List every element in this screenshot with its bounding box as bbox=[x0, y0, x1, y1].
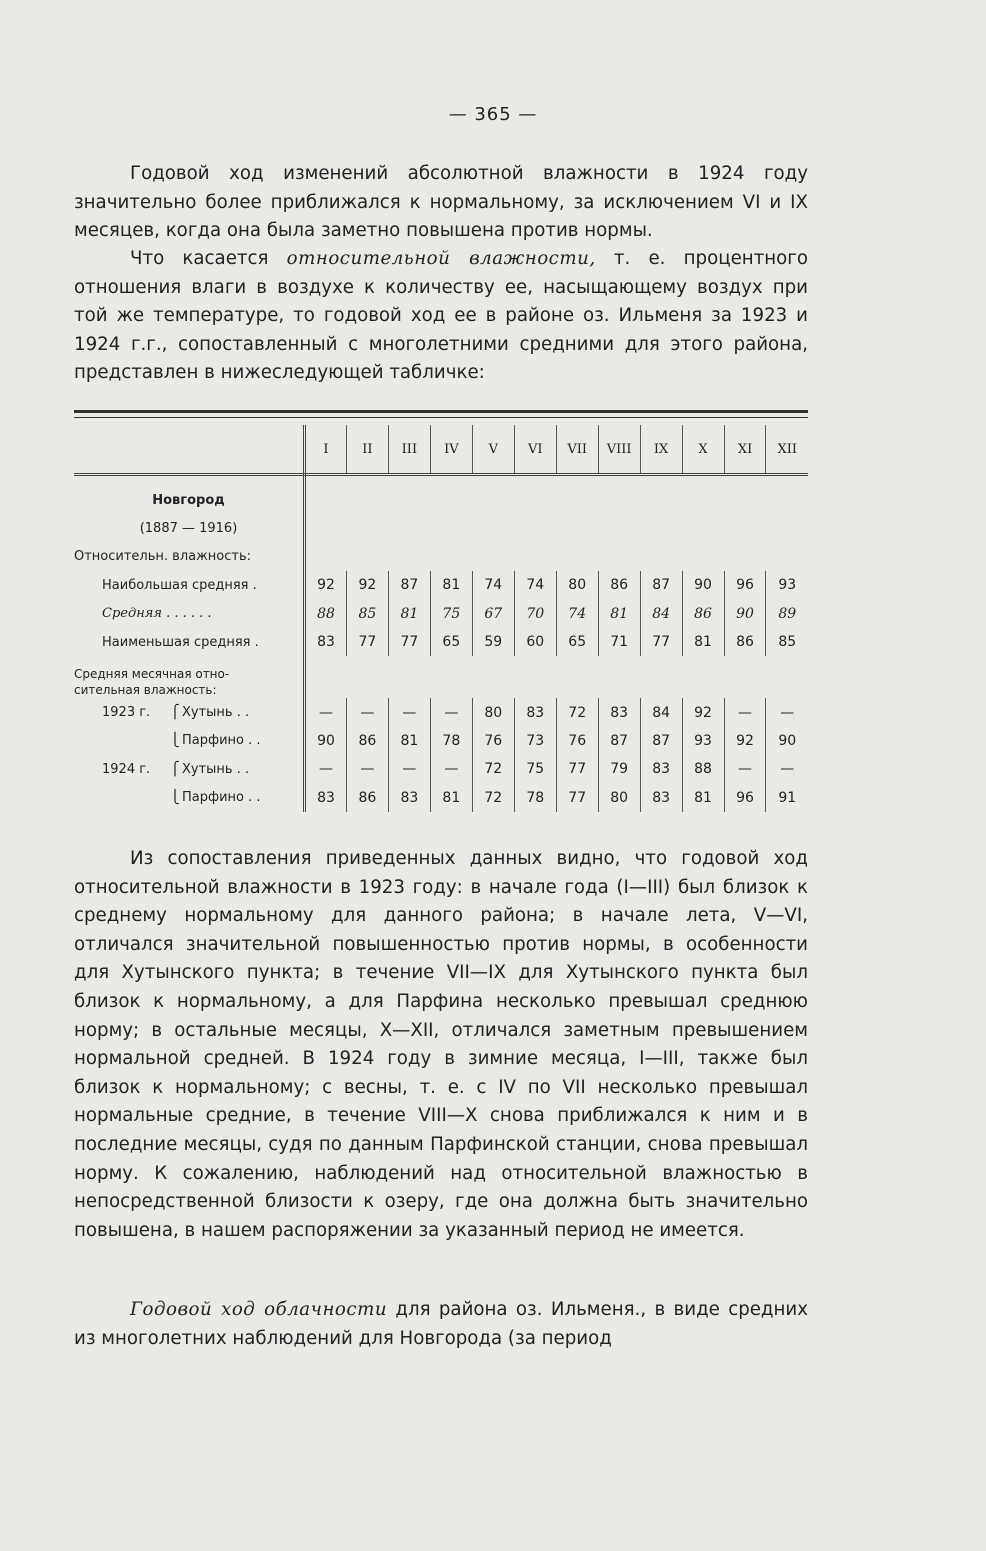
value-cell: 74 bbox=[514, 571, 556, 599]
term-relative-humidity: относительной влажности, bbox=[286, 248, 596, 269]
humidity-table bbox=[74, 425, 808, 812]
value-cell: 81 bbox=[682, 628, 724, 656]
value-cell: — bbox=[724, 698, 766, 726]
value-cell: 74 bbox=[472, 571, 514, 599]
value-cell: 92 bbox=[346, 571, 388, 599]
value-cell: 86 bbox=[598, 571, 640, 599]
value-cell: — bbox=[780, 761, 795, 778]
value-cell: 86 bbox=[346, 784, 388, 812]
value-cell: 65 bbox=[430, 628, 472, 656]
value-cell: 86 bbox=[724, 628, 766, 656]
value-cell: 70 bbox=[514, 600, 556, 628]
table-top-rule-thin bbox=[74, 417, 808, 418]
value-cell: 65 bbox=[556, 628, 598, 656]
month-header: XI bbox=[724, 425, 766, 475]
value-cell: 87 bbox=[640, 727, 682, 755]
table-row bbox=[74, 600, 808, 628]
month-header: XII bbox=[766, 425, 808, 475]
month-header: V bbox=[472, 425, 514, 475]
value-cell: 92 bbox=[724, 727, 766, 755]
station-period: (1887 — 1916) bbox=[74, 514, 305, 542]
month-header: VI bbox=[514, 425, 556, 475]
value-cell: 77 bbox=[556, 755, 598, 783]
year-label: 1924 г. bbox=[102, 761, 151, 777]
value-cell: 85 bbox=[346, 600, 388, 628]
value-cell: 81 bbox=[388, 727, 430, 755]
value-cell: 76 bbox=[556, 727, 598, 755]
value-cell: 83 bbox=[305, 784, 347, 812]
table-top-rule bbox=[74, 410, 808, 413]
value-cell: 81 bbox=[430, 571, 472, 599]
value-cell: — bbox=[346, 698, 388, 726]
value-cell: — bbox=[430, 698, 472, 726]
row-period bbox=[74, 514, 808, 542]
header-label-cell bbox=[74, 425, 305, 475]
row-section2 bbox=[74, 666, 808, 698]
month-header: X bbox=[682, 425, 724, 475]
value-cell: 83 bbox=[388, 784, 430, 812]
value-cell: 89 bbox=[778, 605, 797, 622]
value-cell: 88 bbox=[305, 600, 347, 628]
brace-icon: ⎧ bbox=[170, 705, 180, 721]
table-row bbox=[74, 698, 808, 726]
value-cell: 96 bbox=[724, 784, 766, 812]
value-cell: 92 bbox=[682, 698, 724, 726]
value-cell: 93 bbox=[682, 727, 724, 755]
station-title: Новгород bbox=[74, 486, 305, 514]
row-label bbox=[74, 755, 305, 783]
value-cell: 73 bbox=[514, 727, 556, 755]
value-cell: — bbox=[388, 698, 430, 726]
station-label: Хутынь . . bbox=[182, 705, 250, 721]
value-cell: 90 bbox=[778, 732, 797, 749]
month-header: II bbox=[346, 425, 388, 475]
value-cell: 87 bbox=[388, 571, 430, 599]
value-cell: 83 bbox=[598, 698, 640, 726]
station-label: Хутынь . . bbox=[182, 761, 250, 777]
row-section1 bbox=[74, 543, 808, 571]
value-cell: — bbox=[780, 704, 795, 721]
page-number: — 365 — bbox=[448, 104, 538, 125]
value-cell: — bbox=[305, 755, 347, 783]
month-header: III bbox=[388, 425, 430, 475]
term-cloudiness: Годовой ход облачности bbox=[130, 1299, 388, 1320]
value-cell: 72 bbox=[472, 784, 514, 812]
value-cell: 81 bbox=[598, 600, 640, 628]
value-cell: — bbox=[305, 698, 347, 726]
value-cell: 80 bbox=[472, 698, 514, 726]
value-cell: 87 bbox=[640, 571, 682, 599]
value-cell: 75 bbox=[514, 755, 556, 783]
paragraph-2: Что касается относительной влажности, т. е. процентного отношения влаги в воздухе к количеству ее, насыщающему воздух при той же температуре, то годовой ход ее в районе оз. Ильменя за 1923 и 1924 г.г., сопоставленный с многолетними средними для этого района, представлен в нижеследующей табличке: bbox=[74, 248, 808, 384]
brace-icon: ⎧ bbox=[170, 761, 180, 777]
row-label bbox=[74, 727, 305, 755]
month-header: I bbox=[305, 425, 347, 475]
value-cell: 59 bbox=[472, 628, 514, 656]
table-row bbox=[74, 755, 808, 783]
value-cell: 84 bbox=[640, 600, 682, 628]
value-cell: 67 bbox=[472, 600, 514, 628]
value-cell: 81 bbox=[430, 784, 472, 812]
row-station-title bbox=[74, 486, 808, 514]
month-header: VIII bbox=[598, 425, 640, 475]
value-cell: 80 bbox=[556, 571, 598, 599]
paragraph-4: Годовой ход облачности для района оз. Ильменя., в виде средних из многолетних наблюдений для Новгорода (за период bbox=[74, 1299, 808, 1349]
row-label: Наибольшая средняя . bbox=[74, 571, 305, 599]
station-label: Парфино . . bbox=[182, 733, 261, 749]
month-header: VII bbox=[556, 425, 598, 475]
value-cell: 77 bbox=[640, 628, 682, 656]
value-cell: 77 bbox=[346, 628, 388, 656]
table-row bbox=[74, 727, 808, 755]
value-cell: 72 bbox=[472, 755, 514, 783]
paragraph-1: Годовой ход изменений абсолютной влажности в 1924 году значительно более приближался к нормальному, за исключением VI и IX месяцев, когда она была заметно повышена против нормы. bbox=[74, 163, 808, 242]
value-cell: — bbox=[724, 755, 766, 783]
value-cell: 83 bbox=[305, 628, 347, 656]
value-cell: 90 bbox=[682, 571, 724, 599]
value-cell: 79 bbox=[598, 755, 640, 783]
value-cell: 77 bbox=[388, 628, 430, 656]
value-cell: 78 bbox=[430, 727, 472, 755]
month-header: IX bbox=[640, 425, 682, 475]
table-header-row bbox=[74, 425, 808, 475]
value-cell: 83 bbox=[514, 698, 556, 726]
brace-icon: ⎩ bbox=[170, 733, 180, 749]
month-header: IV bbox=[430, 425, 472, 475]
row-label: Средняя . . . . . . bbox=[74, 600, 305, 628]
value-cell: 80 bbox=[598, 784, 640, 812]
value-cell: 75 bbox=[430, 600, 472, 628]
paragraph-3: Из сопоставления приведенных данных видно, что годовой ход относительной влажности в 1923 году: в начале года (I—III) был близок к среднему нормальному для данного района; в начале лета, V—VI, отличался значительной повышенностью против нормы, в особенности для Хутынского пункта; в течение VII—IX для Хутынского пункта был близок к нормальному, а для Парфина несколько превышал среднюю норму; в остальные месяцы, X—XII, отличался заметным превышением нормальной средней. В 1924 году в зимние месяца, I—III, также был близок к нормальному; с весны, т. е. с IV по VII несколько превышал нормальные средние, в течение VIII—X снова приближался к ним и в последние месяцы, судя по данным Парфинской станции, снова превышал норму. К сожалению, наблюдений над относительной влажностью в непосредственной близости к озеру, где она должна быть значительно повышена, в нашем распоряжении за указанный период не имеется. bbox=[74, 848, 808, 1241]
year-label: 1923 г. bbox=[102, 705, 151, 721]
value-cell: 83 bbox=[640, 755, 682, 783]
value-cell: 77 bbox=[556, 784, 598, 812]
value-cell: 88 bbox=[682, 755, 724, 783]
value-cell: 74 bbox=[556, 600, 598, 628]
value-cell: 76 bbox=[472, 727, 514, 755]
station-label: Парфино . . bbox=[182, 790, 261, 806]
value-cell: 85 bbox=[778, 634, 797, 651]
value-cell: 93 bbox=[778, 577, 797, 594]
table-row bbox=[74, 784, 808, 812]
value-cell: — bbox=[346, 755, 388, 783]
value-cell: 72 bbox=[556, 698, 598, 726]
value-cell: — bbox=[430, 755, 472, 783]
value-cell: 81 bbox=[388, 600, 430, 628]
table-row bbox=[74, 628, 808, 656]
value-cell: 86 bbox=[346, 727, 388, 755]
section1-label: Относительн. влажность: bbox=[74, 543, 305, 571]
value-cell: 92 bbox=[305, 571, 347, 599]
value-cell: 90 bbox=[724, 600, 766, 628]
value-cell: 90 bbox=[305, 727, 347, 755]
row-label bbox=[74, 784, 305, 812]
value-cell: 78 bbox=[514, 784, 556, 812]
row-label bbox=[74, 698, 305, 726]
value-cell: 96 bbox=[724, 571, 766, 599]
value-cell: 81 bbox=[682, 784, 724, 812]
value-cell: 84 bbox=[640, 698, 682, 726]
brace-icon: ⎩ bbox=[170, 790, 180, 806]
value-cell: 87 bbox=[598, 727, 640, 755]
row-label: Наименьшая средняя . bbox=[74, 628, 305, 656]
value-cell: 60 bbox=[514, 628, 556, 656]
value-cell: 83 bbox=[640, 784, 682, 812]
section2-label: Средняя месячная отно- сительная влажность: bbox=[74, 666, 305, 698]
value-cell: 91 bbox=[778, 789, 797, 806]
value-cell: — bbox=[388, 755, 430, 783]
value-cell: 71 bbox=[598, 628, 640, 656]
value-cell: 86 bbox=[682, 600, 724, 628]
table-row bbox=[74, 571, 808, 599]
